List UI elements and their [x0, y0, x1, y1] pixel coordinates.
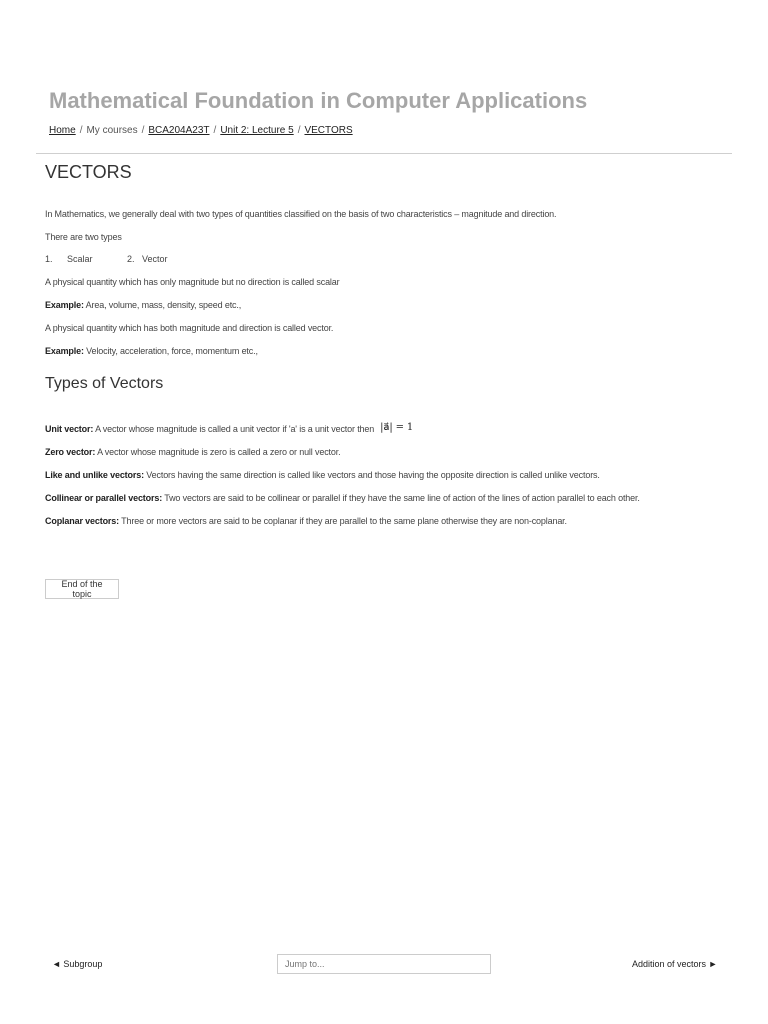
type-text: Vectors having the same direction is called like vectors and those having the opposite direction is called unlike vectors.	[143, 470, 600, 480]
example-scalar	[45, 300, 241, 310]
breadcrumb-home[interactable]: Home	[49, 125, 76, 136]
page-heading: VECTORS	[45, 162, 132, 182]
example-text: Area, volume, mass, density, speed etc.,	[83, 300, 242, 310]
types-list	[45, 254, 168, 264]
list-num-2: 2.	[127, 254, 135, 264]
type-text: Three or more vectors are said to be coplanar if they are parallel to the same plane otherwise they are non-coplanar.	[118, 516, 567, 526]
type-label: Unit vector:	[45, 424, 94, 434]
breadcrumb-separator: /	[213, 125, 217, 136]
like-unlike-item	[45, 470, 600, 480]
header-divider	[36, 153, 732, 154]
course-title: Mathematical Foundation in Computer Applications	[49, 88, 588, 113]
breadcrumb-separator: /	[141, 125, 145, 136]
next-activity-link[interactable]: Addition of vectors ►	[632, 959, 718, 969]
example-vector	[45, 346, 258, 356]
collinear-item	[45, 493, 640, 503]
breadcrumb-unit[interactable]: Unit 2: Lecture 5	[220, 125, 294, 136]
unit-vector-formula: |a⃗| = 1	[380, 422, 414, 433]
breadcrumb-current[interactable]: VECTORS	[304, 125, 353, 136]
list-num-1: 1.	[45, 254, 53, 264]
breadcrumb-separator: /	[297, 125, 301, 136]
breadcrumb-course[interactable]: BCA204A23T	[148, 125, 210, 136]
breadcrumb-separator: /	[79, 125, 83, 136]
breadcrumb	[49, 125, 353, 136]
vector-definition: A physical quantity which has both magnitude and direction is called vector.	[45, 323, 334, 333]
example-label: Example:	[45, 300, 84, 310]
type-text: Two vectors are said to be collinear or parallel if they have the same line of action of the lines of action parallel to each other.	[162, 493, 640, 503]
example-text: Velocity, acceleration, force, momentum etc.,	[83, 346, 258, 356]
type-text: A vector whose magnitude is zero is called a zero or null vector.	[95, 447, 341, 457]
type-label: Zero vector:	[45, 447, 96, 457]
end-of-topic-button[interactable]: End of the topic	[45, 579, 119, 599]
prev-activity-link[interactable]: ◄ Subgroup	[52, 959, 103, 969]
type-text: A vector whose magnitude is called a unit vector if 'a' is a unit vector then	[93, 424, 375, 434]
scalar-definition: A physical quantity which has only magnitude but no direction is called scalar	[45, 277, 340, 287]
zero-vector-item	[45, 447, 340, 457]
list-item-scalar: Scalar	[67, 254, 93, 264]
example-label: Example:	[45, 346, 84, 356]
type-label: Collinear or parallel vectors:	[45, 493, 163, 503]
breadcrumb-my-courses: My courses	[86, 125, 138, 136]
jump-to-select[interactable]	[277, 954, 491, 974]
coplanar-item	[45, 516, 567, 526]
type-label: Like and unlike vectors:	[45, 470, 144, 480]
intro-paragraph: In Mathematics, we generally deal with two types of quantities classified on the basis of two characteristics – magnitude and direction.	[45, 209, 557, 219]
list-item-vector: Vector	[142, 254, 168, 264]
type-label: Coplanar vectors:	[45, 516, 119, 526]
unit-vector-item	[45, 424, 413, 435]
two-types-text: There are two types	[45, 232, 122, 242]
types-heading: Types of Vectors	[45, 375, 164, 392]
